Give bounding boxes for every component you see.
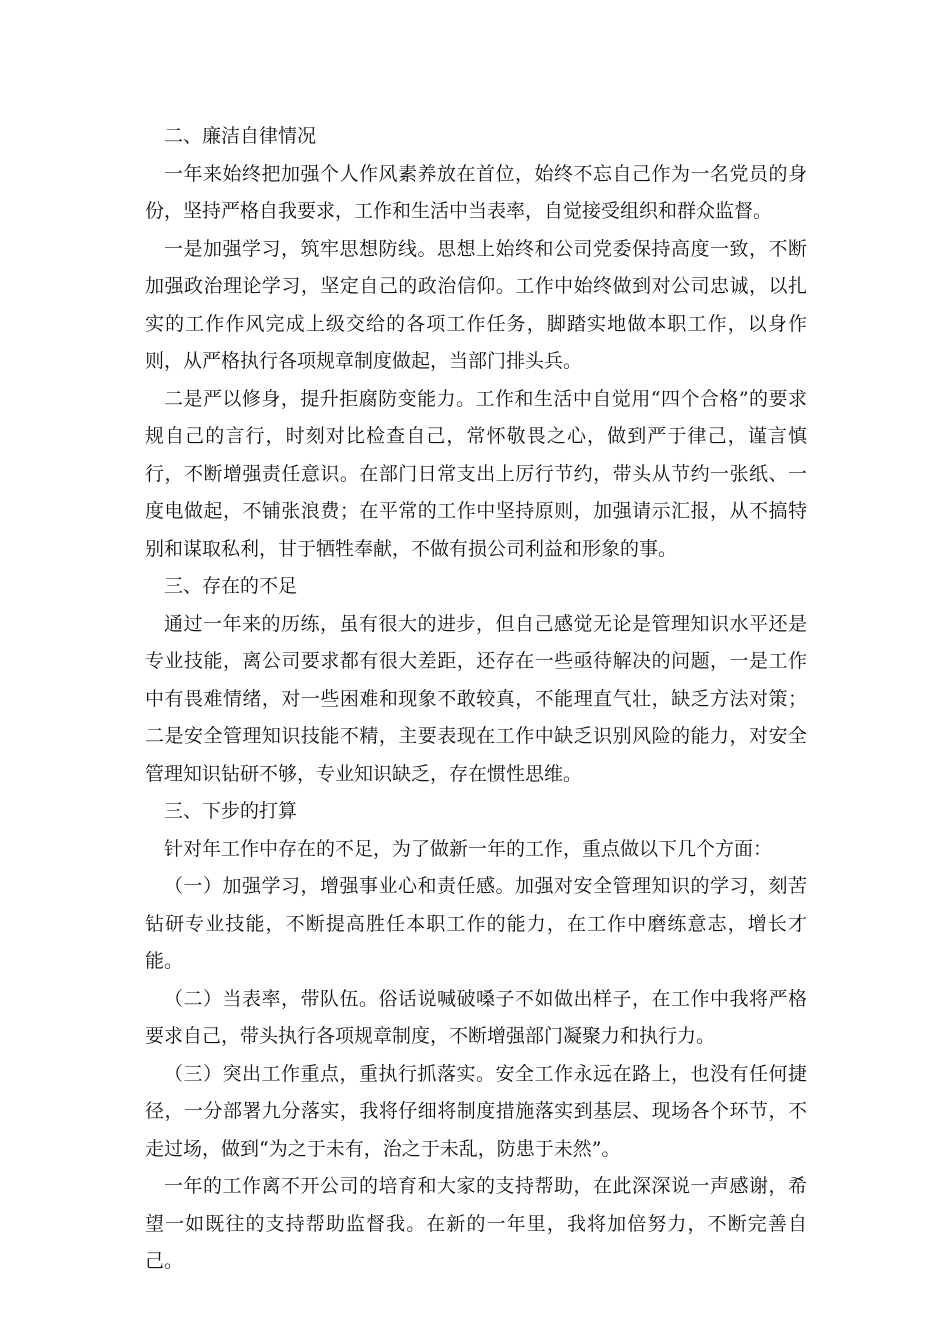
paragraph-closing: 一年的工作离不开公司的培育和大家的支持帮助，在此深深说一声感谢，希望一如既往的支持帮助监督我。在新的一年里，我将加倍努力，不断完善自己。 xyxy=(145,1175,807,1272)
section-heading-shortcomings: 三、存在的不足 xyxy=(164,575,298,597)
plan-item-two: （二）当表率，带队伍。俗话说喊破嗓子不如做出样子，在工作中我将严格要求自己，带头执行各项规章制度，不断增强部门凝聚力和执行力。 xyxy=(145,987,807,1047)
paragraph-integrity-intro: 一年来始终把加强个人作风素养放在首位，始终不忘自己作为一名党员的身份，坚持严格自我要求，工作和生活中当表率，自觉接受组织和群众监督。 xyxy=(145,162,807,222)
paragraph-plan-intro: 针对年工作中存在的不足，为了做新一年的工作，重点做以下几个方面： xyxy=(164,837,773,860)
paragraph-strengthen-study: 一是加强学习，筑牢思想防线。思想上始终和公司党委保持高度一致，不断加强政治理论学习，坚定自己的政治信仰。工作中始终做到对公司忠诚，以扎实的工作作风完成上级交给的各项工作任务，脚踏实地做本职工作，以身作则，从严格执行各项规章制度做起，当部门排头兵。 xyxy=(145,237,807,372)
paragraph-self-cultivation: 二是严以修身，提升拒腐防变能力。工作和生活中自觉用“四个合格”的要求规自己的言行，时刻对比检查自己，常怀敬畏之心，做到严于律己，谨言慎行，不断增强责任意识。在部门日常支出上厉行节约，带头从节约一张纸、一度电做起，不铺张浪费；在平常的工作中坚持原则，加强请示汇报，从不搞特别和谋取私利，甘于牺牲奉献，不做有损公司利益和形象的事。 xyxy=(145,387,807,560)
section-heading-integrity: 二、廉洁自律情况 xyxy=(164,125,317,147)
document-body xyxy=(145,118,807,1281)
plan-item-three: （三）突出工作重点，重执行抓落实。安全工作永远在路上，也没有任何捷径，一分部署九分落实，我将仔细将制度措施落实到基层、现场各个环节，不走过场，做到“为之于未有，治之于未乱，防患于未然”。 xyxy=(145,1062,807,1160)
paragraph-shortcomings: 通过一年来的历练，虽有很大的进步，但自己感觉无论是管理知识水平还是专业技能，离公司要求都有很大差距，还存在一些亟待解决的问题，一是工作中有畏难情绪，对一些困难和现象不敢较真，不能理直气壮，缺乏方法对策；二是安全管理知识技能不精，主要表现在工作中缺乏识别风险的能力，对安全管理知识钻研不够，专业知识缺乏，存在惯性思维。 xyxy=(145,612,807,785)
section-heading-next-plan: 三、下步的打算 xyxy=(164,800,298,822)
plan-item-one: （一）加强学习，增强事业心和责任感。加强对安全管理知识的学习，刻苦钻研专业技能，不断提高胜任本职工作的能力，在工作中磨练意志，增长才能。 xyxy=(145,875,807,972)
